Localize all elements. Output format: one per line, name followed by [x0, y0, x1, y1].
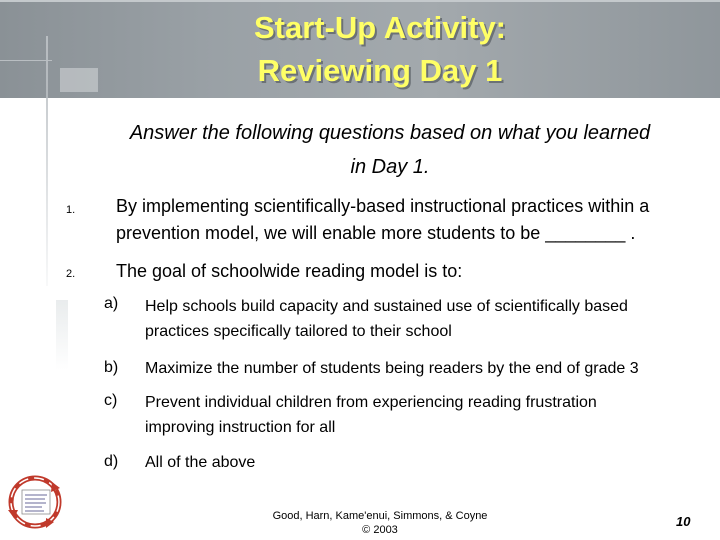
- page-number: 10: [676, 514, 691, 529]
- decorative-box: [60, 68, 98, 92]
- decorative-line-vertical: [46, 36, 48, 286]
- option-text: [145, 356, 705, 381]
- question-line: prevention model, we will enable more students to be ________ .: [116, 223, 636, 243]
- question-number: 2.: [66, 268, 76, 280]
- decorative-gradient-strip: [56, 300, 68, 370]
- option-line: Help schools build capacity and sustained use of scientifically based: [145, 298, 628, 315]
- option-text: [145, 294, 705, 344]
- option-line: All of the above: [145, 454, 256, 471]
- option-line: Prevent individual children from experiencing reading frustration: [145, 394, 597, 411]
- footer-credit: [240, 509, 520, 537]
- title-band: [0, 0, 720, 98]
- question-line: The goal of schoolwide reading model is to:: [116, 261, 463, 281]
- title-band-highlight: [0, 0, 720, 2]
- slide-title-line-1: Start-Up Activity:: [253, 10, 507, 45]
- question-text: [116, 193, 716, 247]
- credit-year: © 2003: [362, 524, 398, 536]
- option-text: [145, 450, 705, 475]
- question-text: [116, 258, 716, 285]
- slide-title-line-2: Reviewing Day 1: [257, 53, 503, 88]
- option-letter: d): [104, 453, 119, 470]
- question-line: By implementing scientifically-based instructional practices within a: [116, 196, 650, 216]
- instruction-text: [70, 116, 710, 184]
- option-letter: b): [104, 359, 119, 376]
- option-text: [145, 390, 705, 440]
- option-letter: a): [104, 295, 119, 312]
- option-letter: c): [104, 392, 118, 409]
- question-number: 1.: [66, 204, 76, 216]
- option-line: practices specifically tailored to their school: [145, 323, 452, 340]
- decorative-line-horizontal: [0, 60, 52, 61]
- option-line: Maximize the number of students being readers by the end of grade 3: [145, 360, 639, 377]
- cycle-diagram-icon: [2, 468, 68, 534]
- instruction-line-2: in Day 1.: [350, 156, 430, 178]
- instruction-line-1: Answer the following questions based on what you learned: [129, 122, 651, 144]
- option-line: improving instruction for all: [145, 419, 336, 436]
- credit-authors: Good, Harn, Kame'enui, Simmons, & Coyne: [272, 510, 488, 522]
